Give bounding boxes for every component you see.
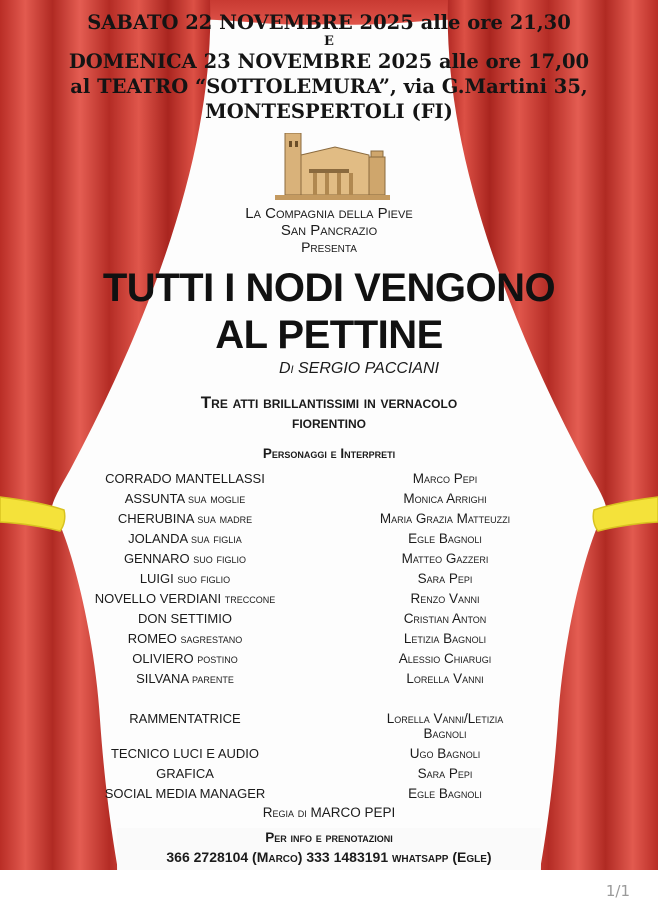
cast-row (0, 531, 658, 551)
company-block (0, 205, 658, 256)
info-phones: 366 2728104 (Marco) 333 1483191 whatsapp (Egle) (166, 849, 492, 865)
cast-row (0, 551, 658, 571)
actor-name: Sara Pepi (417, 571, 473, 586)
cast-row (0, 471, 658, 491)
director-credit: Regia di MARCO PEPI (262, 805, 396, 820)
character-name: JOLANDA sua figlia (128, 531, 242, 546)
crew-role: TECNICO LUCI E AUDIO (110, 746, 260, 761)
info-heading: Per info e prenotazioni (265, 830, 393, 845)
character-name: ROMEO sagrestano (127, 631, 243, 646)
crew-member: Sara Pepi (417, 766, 473, 781)
date-line-saturday: SABATO 22 NOVEMBRE 2025 alle ore 21,30 (87, 11, 571, 34)
cast-heading: Personaggi e Interpreti (262, 446, 396, 461)
venue-line: al TEATRO “SOTTOLEMURA”, via G.Martini 35, (70, 75, 588, 98)
actor-name: Cristian Anton (403, 611, 487, 626)
character-name: ASSUNTA sua moglie (124, 491, 246, 506)
play-title (0, 265, 658, 359)
actor-name: Marco Pepi (412, 471, 478, 486)
date-line-and: E (324, 34, 334, 49)
play-author: Di SERGIO PACCIANI (278, 360, 440, 377)
actor-name: Matteo Gazzeri (401, 551, 489, 566)
crew-row (0, 766, 658, 786)
actor-name: Alessio Chiarugi (398, 651, 492, 666)
page-indicator: 1/1 (605, 882, 630, 900)
character-name: LUIGI suo figlio (139, 571, 231, 586)
crew-role: GRAFICA (156, 766, 214, 781)
actor-name: Maria Grazia Matteuzzi (379, 511, 511, 526)
play-title-line2: AL PETTINE (215, 313, 443, 357)
play-title-line1: TUTTI I NODI VENGONO (102, 266, 556, 310)
play-subtitle (0, 393, 658, 433)
cast-row (0, 611, 658, 631)
church-icon (275, 133, 390, 203)
actor-name: Monica Arrighi (403, 491, 487, 506)
crew-row (0, 711, 658, 747)
event-dates-header (0, 10, 658, 124)
actor-name: Letizia Bagnoli (403, 631, 487, 646)
presents-label: Presenta (301, 239, 357, 255)
character-name: SILVANA parente (136, 671, 234, 686)
crew-role: SOCIAL MEDIA MANAGER (104, 786, 266, 801)
cast-row (0, 511, 658, 531)
actor-name: Lorella Vanni (406, 671, 484, 686)
crew-role: RAMMENTATRICE (129, 711, 241, 726)
cast-row (0, 571, 658, 591)
cast-row (0, 671, 658, 691)
date-line-sunday: DOMENICA 23 NOVEMBRE 2025 alle ore 17,00 (68, 50, 590, 73)
character-name: OLIVIERO postino (132, 651, 238, 666)
actor-name: Egle Bagnoli (408, 531, 482, 546)
company-name: La Compagnia della Pieve (245, 205, 413, 222)
crew-member: Ugo Bagnoli (409, 746, 481, 761)
character-name: GENNARO suo figlio (123, 551, 247, 566)
cast-row (0, 591, 658, 611)
subtitle-line2: fiorentino (292, 413, 366, 432)
character-name: NOVELLO VERDIANI treccone (94, 591, 276, 606)
crew-member: Egle Bagnoli (408, 786, 482, 801)
cast-row (0, 491, 658, 511)
subtitle-line1: Tre atti brillantissimi in vernacolo (200, 393, 458, 412)
venue-city: MONTESPERTOLI (FI) (205, 100, 453, 123)
company-place: San Pancrazio (280, 222, 378, 239)
character-name: DON SETTIMIO (138, 611, 232, 626)
cast-row (0, 631, 658, 651)
actor-name: Renzo Vanni (410, 591, 480, 606)
crew-row (0, 746, 658, 766)
character-name: CHERUBINA sua madre (117, 511, 253, 526)
crew-member: Lorella Vanni/Letizia Bagnoli (386, 711, 504, 741)
crew-row (0, 786, 658, 806)
cast-row (0, 651, 658, 671)
character-name: CORRADO MANTELLASSI (105, 471, 265, 486)
